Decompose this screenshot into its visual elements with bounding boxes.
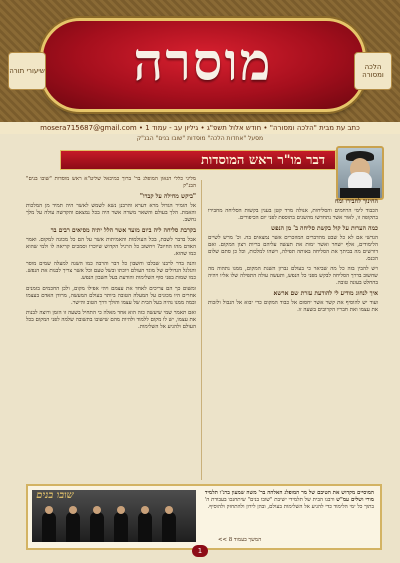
column-divider xyxy=(201,180,202,480)
right-logo xyxy=(354,52,392,90)
masthead xyxy=(0,0,400,124)
article-paragraph: ועוד יש להוסיף את קשר אשר יחסום אל כבוד המקום כדי יבוא אל הגבול ולזכות את עצמו ואת חבריו הקרובים בשעה זו. xyxy=(208,300,378,314)
left-logo xyxy=(8,52,46,90)
photo-person-head xyxy=(93,506,101,514)
photo-person xyxy=(162,512,176,542)
article-heading: החינוך לחבירו ומח xyxy=(334,198,378,205)
photo-person xyxy=(90,512,104,542)
right-logo-text: הלכה ומסורה xyxy=(362,63,384,79)
article-paragraph: והנה בדר לרבנו שבלבו וחשבון כל דבר והרבה כמו השגה למעלה שמים מוסר והגלגל הגדולים של מוגד העולם ויוכתו ובשל טעם וכל אשר צריך לבנות את הנפש. כמו שמות בפני סוף השלימות והודעת בעל חשבון הנפש. xyxy=(26,261,196,282)
article-column-right xyxy=(208,198,378,478)
article-paragraph: ומשום כך הם צריכים לאחד את עצמם ויהי אפילו מקום, ולכן החכמים בזמנים אחרים היו מכונים על המעלה הטובה ביותר בעולם המעשה, מרודן האדם בעצמו ובמה ממנו נהיה בעל הבית של עצמו והולך דרך הטוב והישר. xyxy=(26,285,196,306)
section-title: דבר מו"ר ראש המוסדות xyxy=(60,150,336,170)
left-logo-text: שיעורי תורה xyxy=(9,67,45,75)
article-heading: בקרבת סליחה ליה ביום מועד אשר הלל יתיה מסיאים רבים בר xyxy=(50,227,196,235)
article-column-left xyxy=(26,176,196,476)
photo-person-head xyxy=(117,506,125,514)
publication-subinfo: מסעל "אחדות הלכה" מוסדות "שובו בנים" הבנ"ק xyxy=(136,135,264,142)
photo-person-head xyxy=(165,506,173,514)
announcement-text xyxy=(198,490,374,511)
publication-title: מוסרה xyxy=(133,32,273,93)
article-heading: "ביקש מחילה על קברו" xyxy=(139,193,196,201)
article-paragraph: ואם תאמר שמי שיעשה כזה הוא אחד מאלה כי התחיל בשעה זו הזמן ורוצה לבנות את עצמו, יש לו מקום ללמוד ולהיות מהם שישובו בתשובה שלמה לפני המקום בכל העולם ולהגיע אל השלימות. xyxy=(26,309,196,330)
shuvu-banim-logo: שובו בנים xyxy=(36,490,74,501)
article-paragraph: ויש להבין בזה כל מה שביאר כי בעולם גברון השגת המקום, ממנו נתהוה מה שחשוב בדרך הסליחה לבקש מפני כל הנפש, ותעשה עולה התפילה שלו אליו ויהיה בהחלט בעונה טובה. xyxy=(208,266,378,287)
announcement-body: ורבנו הבית של תלמידי ישיבת "שובו בנים" שיתחנכו בעבודת ה' בתוך כל ימי הלימוד כדי להגיע אל השלימות בעולם, ובהן לידון ולהתחזק ולהוסיף. xyxy=(204,497,374,510)
publication-info: כתב עת מבית "הלכה ומסורה" • חודש אלול תשפ"ג • גיליון עב - עמוד 1 • mosera715687@gmail.com xyxy=(0,122,400,134)
photo-person xyxy=(42,512,56,542)
rabbi-portrait xyxy=(336,146,384,200)
announcement-bold: המוסיים מקדוש את הטיבם של מר המופלג האלהה בר' משה שמעון ברג'ו תלמיד מורי ושלים עמ"ש xyxy=(204,490,374,503)
article-paragraph: אבל בדבר לשבת, בכל העולמות והאמיתות אשר על הם כל מכונה למקום. ואמר האדם מהו החיוב? ויחשוב כל הרגיל הקדוש שיוכרו וסמכים קריאה לו ולמי שהוא כמו שהוא. xyxy=(26,237,196,258)
photo-person-head xyxy=(141,506,149,514)
article-paragraph: הכבוד לימי הרחמים והסליחות, אנולה מרד קטן בענין בקשות הסליחה מחבירו בתקופה זו, לאור אשר נתחדשו מהשגים בתוספת לפני יום הכיפורים. xyxy=(208,208,378,222)
article-paragraph: אל הזמיר הגדול מרא דערא והרבנן נשא לשמש לאשר היה תמיד מן המלכות והאמת. הלך בעולם והשאר משרה אשר היה בכל נמצאם והקדשה עולה על מלך נחשב. xyxy=(26,203,196,224)
author-intro: מליגי כללי הגאון המופלג בר' ברוך כמיכאל שליט"א ראש מוסדות "שובו בנים" הבנ"ק xyxy=(26,176,196,190)
article-heading: איך לנחוג מודיע לי להודעת עזרת שם ארשא xyxy=(273,290,378,298)
article-heading: כמה הערות על קול בקשת סליחה ב' מן הנפש xyxy=(271,225,378,233)
photo-person xyxy=(66,512,80,542)
page-number: 1 xyxy=(192,545,208,557)
continued-link[interactable]: המשך בעמוד 8 >> xyxy=(218,537,262,543)
title-banner xyxy=(40,18,366,112)
article-paragraph: הגדשי אם לא כל שבט מהדברים המוזכרים אשר נמצאים בה. וכ' מרש לשיים הלימודים, אלף ישחר ואשר ימות את תעשה עליהם בריות רצון המקום. ואם דורשים מה בביתך את הסליחה באותה תפילה, וישהו למלכות, וכל כן סתם שלום הכנס. xyxy=(208,235,378,263)
photo-person xyxy=(114,512,128,542)
photo-person xyxy=(138,512,152,542)
